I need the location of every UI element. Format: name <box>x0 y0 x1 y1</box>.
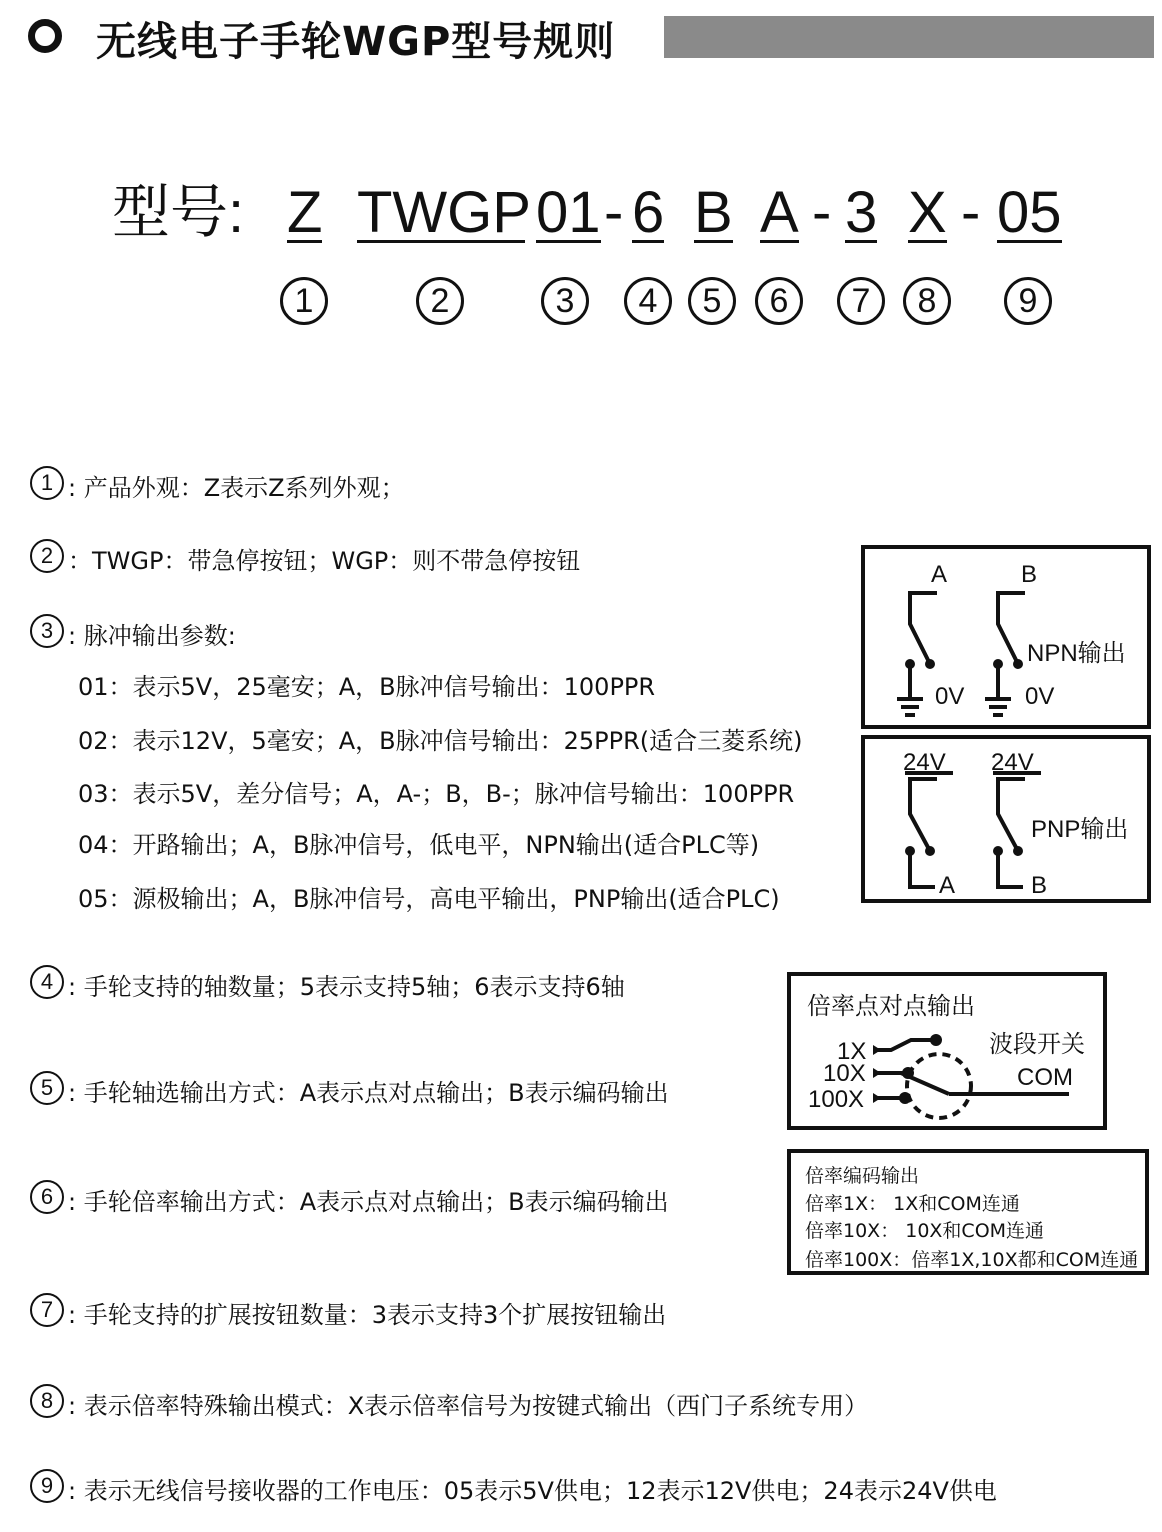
marker-7: 7 <box>837 277 885 325</box>
item-number-3: 3 <box>30 614 64 648</box>
marker-5: 5 <box>688 277 736 325</box>
model-part-01: 01 <box>536 180 601 245</box>
item-text-4: : 手轮支持的轴数量；5表示支持5轴；6表示支持6轴 <box>68 973 625 1001</box>
pulse-option-04: 04：开路输出；A，B脉冲信号，低电平，NPN输出(适合PLC等) <box>78 831 760 859</box>
item-number-9: 9 <box>30 1469 64 1503</box>
encode-line-10x: 倍率10X： 10X和COM连通 <box>805 1220 1045 1242</box>
model-prefix: 型号: <box>112 180 245 245</box>
marker-2: 2 <box>416 277 464 325</box>
item-text-6: : 手轮倍率输出方式：A表示点对点输出；B表示编码输出 <box>68 1188 669 1216</box>
model-dash: - <box>961 180 981 245</box>
item-text-9: : 表示无线信号接收器的工作电压：05表示5V供电；12表示12V供电；24表示24V供电 <box>68 1477 997 1505</box>
encode-line-1x: 倍率1X： 1X和COM连通 <box>805 1193 1020 1215</box>
item-number-8: 8 <box>30 1384 64 1418</box>
item-text-1: : 产品外观：Z表示Z系列外观； <box>68 474 405 502</box>
pnp-voltage-a: 24V <box>903 749 946 776</box>
pnp-label-a: A <box>939 872 956 899</box>
page-title: 无线电子手轮WGP型号规则 <box>96 19 616 65</box>
pulse-option-03: 03：表示5V，差分信号；A，A-；B，B-；脉冲信号输出：100PPR <box>78 780 795 808</box>
model-part-a: A <box>760 180 799 245</box>
model-part-twgp: TWGP <box>357 180 531 245</box>
pnp-label-b: B <box>1031 872 1048 899</box>
item-text-5: : 手轮轴选输出方式：A表示点对点输出；B表示编码输出 <box>68 1079 669 1107</box>
marker-4: 4 <box>624 277 672 325</box>
encode-line-100x: 倍率100X：倍率1X,10X都和COM连通 <box>805 1249 1139 1271</box>
item-text-7: : 手轮支持的扩展按钮数量：3表示支持3个扩展按钮输出 <box>68 1301 667 1329</box>
item-number-2: 2 <box>30 539 64 573</box>
model-dash: - <box>604 180 624 245</box>
npn-label-a: A <box>931 561 948 588</box>
model-part-x: X <box>908 180 947 245</box>
marker-8: 8 <box>903 277 951 325</box>
item-number-6: 6 <box>30 1180 64 1214</box>
item-number-1: 1 <box>30 466 64 500</box>
npn-ground-b: 0V <box>1025 683 1055 710</box>
npn-output-label: NPN输出 <box>1027 640 1126 667</box>
npn-label-b: B <box>1021 561 1038 588</box>
model-part-b: B <box>694 180 733 245</box>
item-text-3: : 脉冲输出参数: <box>68 622 236 650</box>
item-number-5: 5 <box>30 1071 64 1105</box>
ptp-label-1x: 1X <box>837 1038 867 1065</box>
model-part-z: Z <box>287 180 323 245</box>
item-text-2: ：TWGP：带急停按钮；WGP：则不带急停按钮 <box>68 547 581 575</box>
marker-9: 9 <box>1004 277 1052 325</box>
pulse-option-05: 05：源极输出；A，B脉冲信号，高电平输出，PNP输出(适合PLC) <box>78 885 780 913</box>
bullet-icon <box>28 19 62 53</box>
item-text-8: : 表示倍率特殊输出模式：X表示倍率信号为按键式输出（西门子系统专用） <box>68 1392 869 1420</box>
marker-3: 3 <box>541 277 589 325</box>
title-bar <box>664 16 1154 58</box>
npn-diagram <box>861 545 1151 729</box>
encode-diagram <box>787 1149 1149 1275</box>
pulse-option-02: 02：表示12V，5毫安；A，B脉冲信号输出：25PPR(适合三菱系统) <box>78 727 803 755</box>
model-part-3: 3 <box>845 180 878 245</box>
pnp-output-label: PNP输出 <box>1031 816 1129 843</box>
pnp-diagram <box>861 735 1151 903</box>
item-number-4: 4 <box>30 965 64 999</box>
item-number-7: 7 <box>30 1293 64 1327</box>
ptp-diagram <box>787 972 1107 1130</box>
ptp-label-100x: 100X <box>808 1086 865 1113</box>
ptp-switch-label: 波段开关 <box>989 1031 1085 1058</box>
ptp-label-com: COM <box>1017 1064 1073 1091</box>
ptp-title: 倍率点对点输出 <box>807 993 975 1020</box>
ptp-label-10x: 10X <box>823 1060 866 1087</box>
model-dash: - <box>812 180 832 245</box>
encode-title: 倍率编码输出 <box>805 1165 920 1187</box>
model-part-05: 05 <box>997 180 1062 245</box>
marker-6: 6 <box>755 277 803 325</box>
pulse-option-01: 01：表示5V，25毫安；A，B脉冲信号输出：100PPR <box>78 673 656 701</box>
marker-1: 1 <box>280 277 328 325</box>
npn-ground-a: 0V <box>935 683 965 710</box>
pnp-voltage-b: 24V <box>991 749 1034 776</box>
model-part-6: 6 <box>632 180 665 245</box>
